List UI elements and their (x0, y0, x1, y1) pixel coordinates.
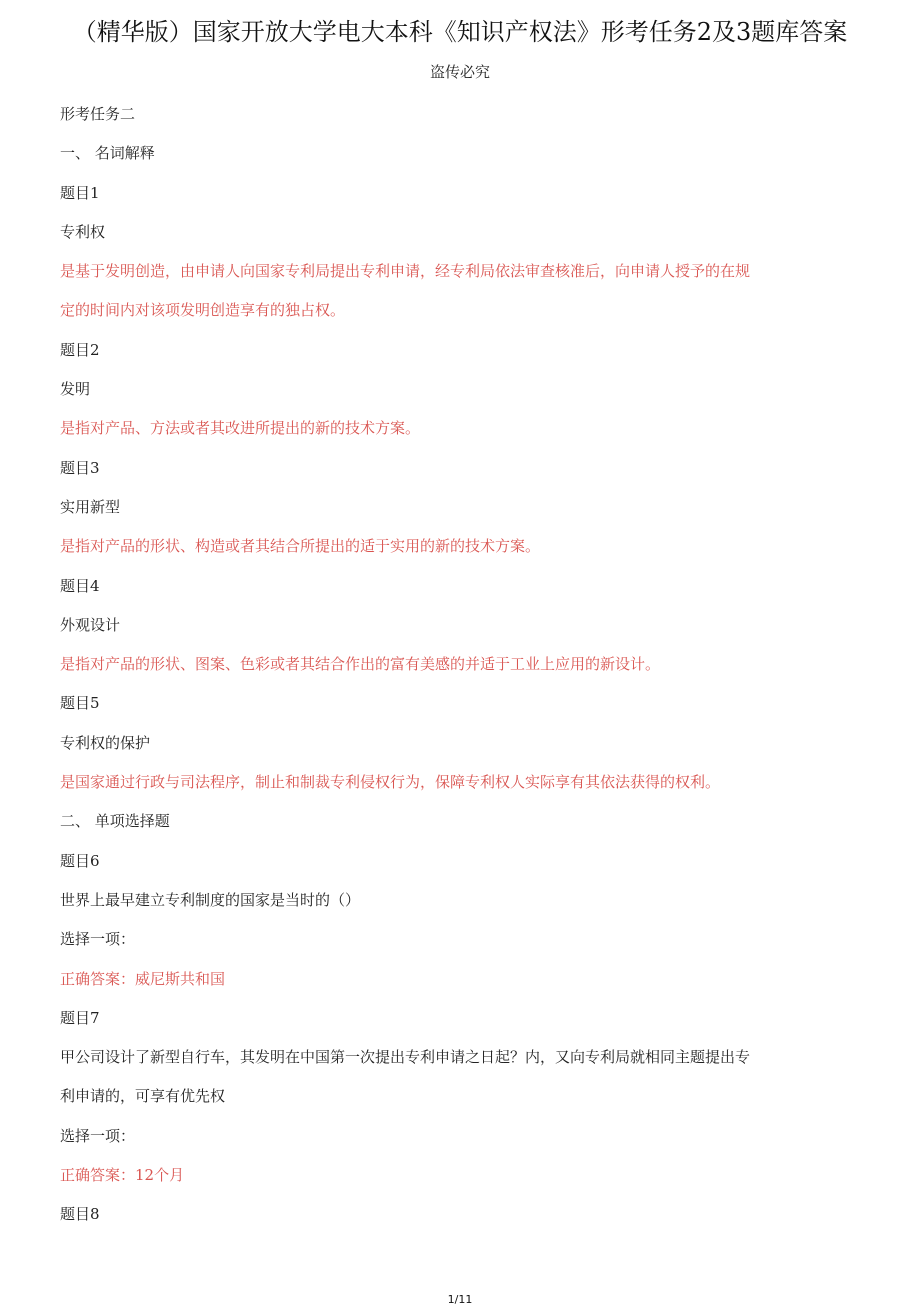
answer-line: 是国家通过行政与司法程序，制止和制裁专利侵权行为，保障专利权人实际享有其依法获得的权利。 (60, 773, 721, 792)
text-line: 发明 (60, 380, 91, 399)
answer-line: 是指对产品、方法或者其改进所提出的新的技术方案。 (60, 419, 421, 438)
answer-line: 正确答案：12个月 (60, 1166, 185, 1185)
text-line: 实用新型 (60, 497, 121, 516)
text-line: 题目7 (60, 1008, 100, 1027)
answer-line: 是指对产品的形状、构造或者其结合所提出的适于实用的新的技术方案。 (60, 537, 541, 556)
text-line: 一、 名词解释 (60, 144, 155, 163)
text-line: 外观设计 (60, 615, 121, 634)
text-line: 选择一项： (60, 930, 136, 949)
page-title: （精华版）国家开放大学电大本科《知识产权法》形考任务2及3题库答案 (72, 18, 848, 46)
text-line: 题目4 (60, 576, 100, 595)
text-line: 选择一项： (60, 1126, 136, 1145)
text-line: 题目8 (60, 1205, 100, 1224)
text-line: 专利权 (60, 222, 106, 241)
text-line: 专利权的保护 (60, 733, 151, 752)
text-line: 世界上最早建立专利制度的国家是当时的（） (60, 890, 361, 909)
text-line: 题目3 (60, 458, 100, 477)
text-line: 甲公司设计了新型自行车，其发明在中国第一次提出专利申请之日起？内，又向专利局就相同主题提出专 (60, 1048, 751, 1067)
page-number: 1/11 (447, 1293, 473, 1306)
text-line: 题目2 (60, 340, 100, 359)
text-line: 题目5 (60, 694, 100, 713)
answer-line: 定的时间内对该项发明创造享有的独占权。 (60, 301, 346, 320)
text-line: 题目6 (60, 851, 100, 870)
text-line: 二、 单项选择题 (60, 812, 170, 831)
text-line: 利申请的，可享有优先权 (60, 1087, 226, 1106)
page-subtitle: 盗传必究 (429, 63, 490, 81)
text-line: 题目1 (60, 183, 100, 202)
answer-line: 正确答案：威尼斯共和国 (60, 969, 226, 988)
text-line: 形考任务二 (60, 105, 136, 123)
answer-line: 是基于发明创造，由申请人向国家专利局提出专利申请，经专利局依法审查核准后，向申请人授予的在规 (60, 262, 751, 281)
answer-line: 是指对产品的形状、图案、色彩或者其结合作出的富有美感的并适于工业上应用的新设计。 (60, 655, 661, 674)
document-body (60, 95, 860, 1235)
